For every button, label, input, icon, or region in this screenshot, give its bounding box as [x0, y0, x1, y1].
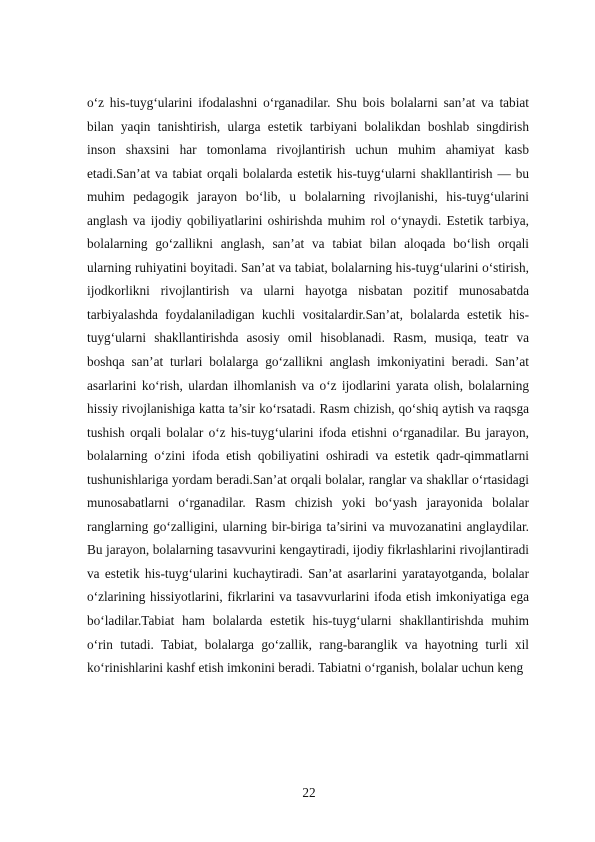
body-paragraph: o‘z his-tuyg‘ularini ifodalashni o‘rganadilar. Shu bois bolalarni san’at va tabiat bilan yaqin tanishtirish, ularga estetik tarbiyani bolalikdan boshlab singdirish inson shaxsini har tomonlama rivojlantirish uchun muhim ahamiyat kasb etadi.San’at va tabiat orqali bolalarda estetik his-tuyg‘ularni shakllantirish — bu muhim pedagogik jarayon bo‘lib, u bolalarning rivojlanishi, his-tuyg‘ularini anglash va ijodiy qobiliyatlarini oshirishda muhim rol o‘ynaydi. Estetik tarbiya, bolalarning go‘zallikni anglash, san’at va tabiat bilan aloqada bo‘lish orqali ularning ruhiyatini boyitadi. San’at va tabiat, bolalarning his-tuyg‘ularini o‘stirish, ijodkorlikni rivojlantirish va ularni hayotga nisbatan pozitif munosabatda tarbiyalashda foydalaniladigan kuchli vositalardir.San’at, bolalarda estetik his-tuyg‘ularni shakllantirishda asosiy omil hisoblanadi. Rasm, musiqa, teatr va boshqa san’at turlari bolalarga go‘zallikni anglash imkoniyatini beradi. San’at asarlarini ko‘rish, ulardan ilhomlanish va o‘z ijodlarini yarata olish, bolalarning hissiy rivojlanishiga katta ta’sir ko‘rsatadi. Rasm chizish, qo‘shiq aytish va raqsga tushish orqali bolalar o‘z his-tuyg‘ularini ifoda etishni o‘rganadilar. Bu jarayon, bolalarning o‘zini ifoda etish qobiliyatini oshiradi va estetik qadr-qimmatlarni tushunishlariga yordam beradi.San’at orqali bolalar, ranglar va shakllar o‘rtasidagi munosabatlarni o‘rganadilar. Rasm chizish yoki bo‘yash jarayonida bolalar ranglarning go‘zalligini, ularning bir-biriga ta’sirini va muvozanatini anglaydilar. Bu jarayon, bolalarning tasavvurini kengaytiradi, ijodiy fikrlashlarini rivojlantiradi va estetik his-tuyg‘ularini kuchaytiradi. San’at asarlarini yaratayotganda, bolalar o‘zlarining hissiyotlarini, fikrlarini va tasavvurlarini ifoda etish imkoniyatiga ega bo‘ladilar.Tabiat ham bolalarda estetik his-tuyg‘ularni shakllantirishda muhim o‘rin tutadi. Tabiat, bolalarga go‘zallik, rang-baranglik va hayotning turli xil ko‘rinishlarini kashf etish imkonini beradi. Tabiatni o‘rganish, bolalar uchun keng — [87, 95, 529, 676]
page-number: 22 — [302, 785, 316, 800]
